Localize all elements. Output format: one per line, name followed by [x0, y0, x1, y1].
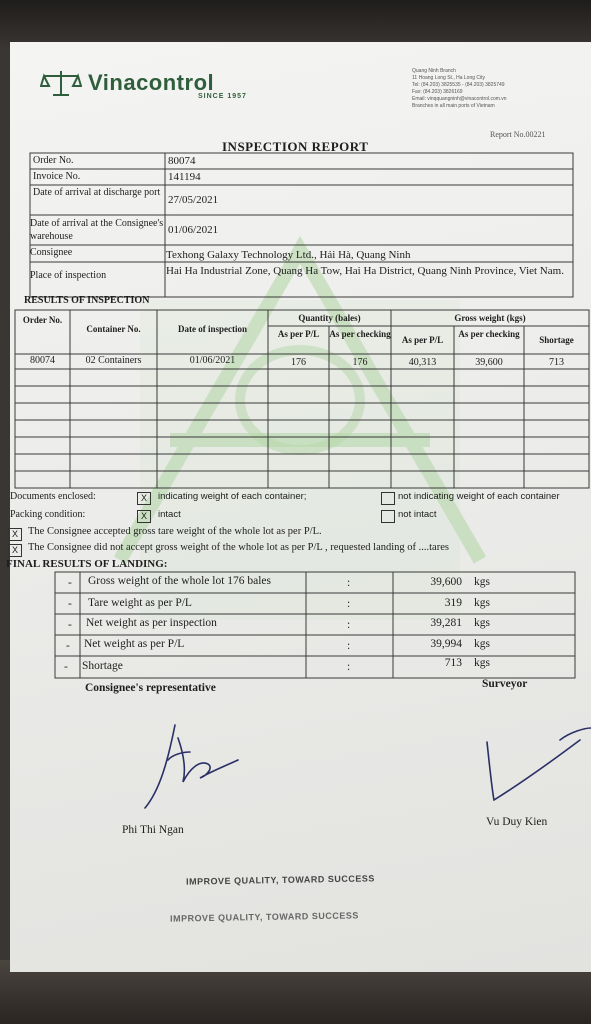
final-row-bullet: - [64, 661, 68, 673]
statement-not-accepted-text: The Consignee did not accept gross weight of the whole lot as per P/L , requested landing of ....tares [28, 542, 449, 553]
documents-not-indicating-label: not indicating weight of each container [398, 491, 560, 502]
address-line: Quang Ninh Branch [412, 68, 456, 74]
final-value-tare: 319 [444, 597, 462, 609]
packing-label: Packing condition: [10, 509, 86, 520]
info-label-order-no: Order No. [33, 155, 74, 166]
cell-date-inspection: 01/06/2021 [189, 355, 236, 366]
header-date-inspection: Date of inspection [178, 324, 247, 334]
header-qty-as-per-checking: As per checking [329, 329, 391, 339]
info-value-order-no: 80074 [168, 155, 196, 167]
header-order-no: Order No. [22, 315, 63, 325]
info-value-invoice-no: 141194 [168, 171, 201, 183]
final-row-bullet: - [68, 577, 72, 589]
header-quantity-bales: Quantity (bales) [298, 313, 361, 323]
info-label-arrival-port: Date of arrival at discharge port [33, 187, 161, 198]
packing-intact-label: intact [158, 509, 181, 520]
footer-slogan: IMPROVE QUALITY, TOWARD SUCCESS [185, 873, 375, 887]
info-label-place-inspection: Place of inspection [30, 270, 107, 281]
final-unit-tare: kgs [474, 597, 490, 609]
consignee-signature-icon [145, 725, 175, 808]
final-value-gross: 39,600 [430, 576, 462, 588]
final-row-bullet: - [68, 598, 72, 610]
address-line: Branches in all main ports of Vietnam [412, 103, 495, 109]
results-heading: RESULTS OF INSPECTION [24, 295, 150, 306]
final-label-tare: Tare weight as per P/L [88, 597, 192, 609]
final-row-bullet: - [66, 640, 70, 652]
documents-indicating-checkbox[interactable]: X [137, 492, 151, 505]
info-label-arrival-warehouse: Date of arrival at the Consignee's warehouse [30, 218, 164, 242]
cell-gross-pl: 40,313 [408, 357, 437, 368]
cell-gross-checking: 39,600 [475, 357, 503, 368]
final-label-gross: Gross weight of the whole lot 176 bales [88, 575, 272, 587]
address-line: 11 Hoang Long St., Ha Long City [412, 75, 486, 81]
documents-label: Documents enclosed: [10, 491, 96, 502]
final-value-shortage: 713 [444, 657, 462, 669]
final-colon: : [347, 598, 351, 610]
footer-slogan-bleed: IMPROVE QUALITY, TOWARD SUCCESS [169, 910, 359, 924]
cell-order-no: 80074 [30, 355, 55, 366]
cell-qty-checking: 176 [352, 357, 368, 368]
header-gross-weight: Gross weight (kgs) [454, 313, 526, 323]
cell-qty-pl: 176 [291, 357, 306, 368]
packing-intact-checkbox[interactable]: X [137, 510, 151, 523]
address-line: Email: vinqquangninh@vinacontrol.com.vn [412, 96, 507, 102]
documents-indicating-label: indicating weight of each container; [158, 491, 307, 502]
surveyor-title: Surveyor [482, 678, 528, 690]
address-line: Fax: (84.203) 3826169 [412, 89, 463, 95]
final-label-net-inspection: Net weight as per inspection [86, 617, 217, 629]
header-shortage: Shortage [539, 335, 574, 345]
info-value-arrival-port: 27/05/2021 [168, 194, 219, 206]
final-value-net-pl: 39,994 [430, 638, 462, 650]
consignee-name: Phi Thi Ngan [122, 824, 184, 836]
info-value-consignee: Texhong Galaxy Technology Ltd., Hải Hà, Quang Ninh [166, 249, 411, 261]
statement-accepted-checkbox[interactable]: X [8, 528, 22, 541]
report-title: INSPECTION REPORT [222, 139, 369, 154]
cell-container-no: 02 Containers [85, 355, 142, 366]
final-colon: : [347, 640, 351, 652]
header-qty-as-per-pl: As per P/L [277, 329, 320, 339]
final-colon: : [347, 661, 351, 673]
header-gross-as-per-pl: As per P/L [401, 335, 444, 345]
report-number: Report No.00221 [490, 130, 546, 139]
surveyor-name: Vu Duy Kien [486, 816, 548, 828]
final-unit-net-inspection: kgs [474, 617, 490, 629]
final-unit-shortage: kgs [474, 657, 490, 669]
statement-not-accepted-checkbox[interactable]: X [8, 544, 22, 557]
packing-not-intact-label: not intact [398, 509, 437, 520]
cell-shortage: 713 [549, 357, 564, 368]
header-gross-as-per-checking: As per checking [458, 329, 520, 339]
info-label-invoice-no: Invoice No. [33, 171, 81, 182]
info-label-consignee: Consignee [30, 247, 73, 258]
final-results-heading: FINAL RESULTS OF LANDING: [6, 558, 168, 570]
final-unit-net-pl: kgs [474, 638, 490, 650]
final-label-shortage: Shortage [82, 660, 123, 672]
final-colon: : [347, 577, 351, 589]
consignee-representative-title: Consignee's representative [85, 682, 216, 694]
company-since: SINCE 1957 [198, 93, 247, 100]
company-name: Vinacontrol [88, 70, 215, 95]
final-colon: : [347, 619, 351, 631]
info-value-place-inspection: Hai Ha Industrial Zone, Quang Ha Tow, Hai Ha District, Quang Ninh Province, Viet Nam. [166, 265, 564, 277]
address-line: Tel: (84.203) 3825535 - (84.203) 3825749 [412, 82, 505, 88]
final-row-bullet: - [68, 619, 72, 631]
statement-accepted-text: The Consignee accepted gross tare weight of the whole lot as per P/L. [28, 526, 322, 537]
header-container-no: Container No. [86, 324, 141, 334]
final-value-net-inspection: 39,281 [430, 617, 462, 629]
final-label-net-pl: Net weight as per P/L [84, 638, 185, 650]
final-unit-gross: kgs [474, 576, 490, 588]
info-value-arrival-warehouse: 01/06/2021 [168, 224, 219, 236]
surveyor-signature-icon [487, 740, 580, 800]
